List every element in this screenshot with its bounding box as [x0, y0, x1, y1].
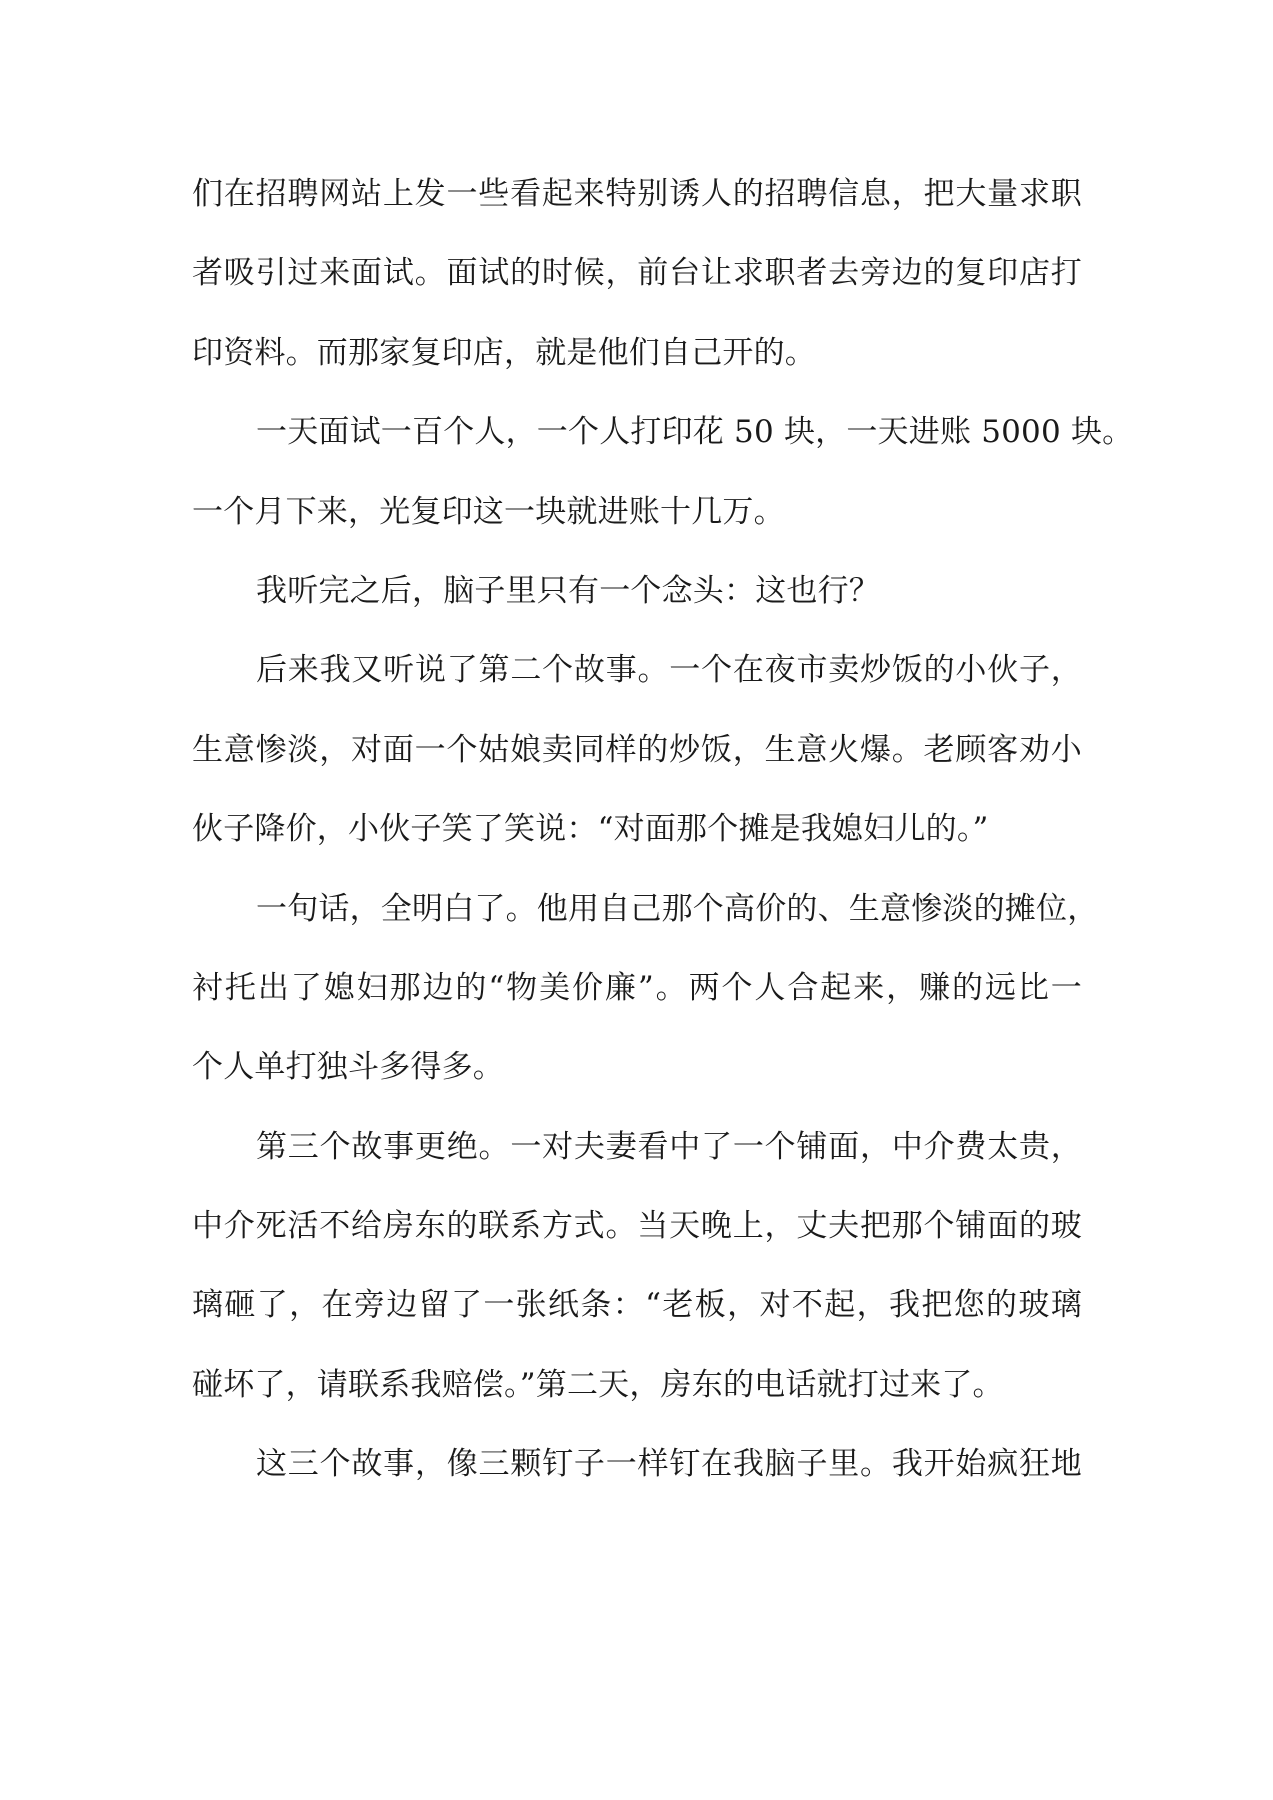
body-text	[192, 155, 1134, 1505]
text-line: 印资料。而那家复印店，就是他们自己开的。	[192, 334, 816, 371]
paragraph-first-line: 一天面试一百个人，一个人打印花 50 块，一天进账 5000 块。	[256, 414, 1134, 451]
paragraph-first-line: 后来我又听说了第二个故事。一个在夜市卖炒饭的小伙子，	[256, 652, 1082, 689]
text-line: 衬托出了媳妇那边的“物美价廉”。两个人合起来，赚的远比一	[192, 969, 1082, 1006]
text-line: 们在招聘网站上发一些看起来特别诱人的招聘信息，把大量求职	[192, 176, 1082, 212]
text-line: 碰坏了，请联系我赔偿。”第二天，房东的电话就打过来了。	[192, 1366, 1004, 1403]
text-line: 伙子降价，小伙子笑了笑说：“对面那个摊是我媳妇儿的。”	[192, 811, 989, 848]
paragraph-first-line: 这三个故事，像三颗钉子一样钉在我脑子里。我开始疯狂地	[256, 1446, 1082, 1483]
text-line: 一个月下来，光复印这一块就进账十几万。	[192, 493, 785, 530]
text-line: 生意惨淡，对面一个姑娘卖同样的炒饭，生意火爆。老顾客劝小	[192, 731, 1082, 768]
text-line: 中介死活不给房东的联系方式。当天晚上，丈夫把那个铺面的玻	[192, 1208, 1082, 1245]
paragraph-first-line: 我听完之后，脑子里只有一个念头：这也行？	[256, 572, 880, 609]
text-line: 璃砸了，在旁边留了一张纸条：“老板，对不起，我把您的玻璃	[192, 1287, 1082, 1324]
text-line: 个人单打独斗多得多。	[192, 1049, 504, 1086]
paragraph-first-line: 第三个故事更绝。一对夫妻看中了一个铺面，中介费太贵，	[256, 1128, 1082, 1165]
text-line: 者吸引过来面试。面试的时候，前台让求职者去旁边的复印店打	[192, 255, 1082, 292]
paragraph-first-line: 一句话，全明白了。他用自己那个高价的、生意惨淡的摊位，	[256, 890, 1099, 927]
